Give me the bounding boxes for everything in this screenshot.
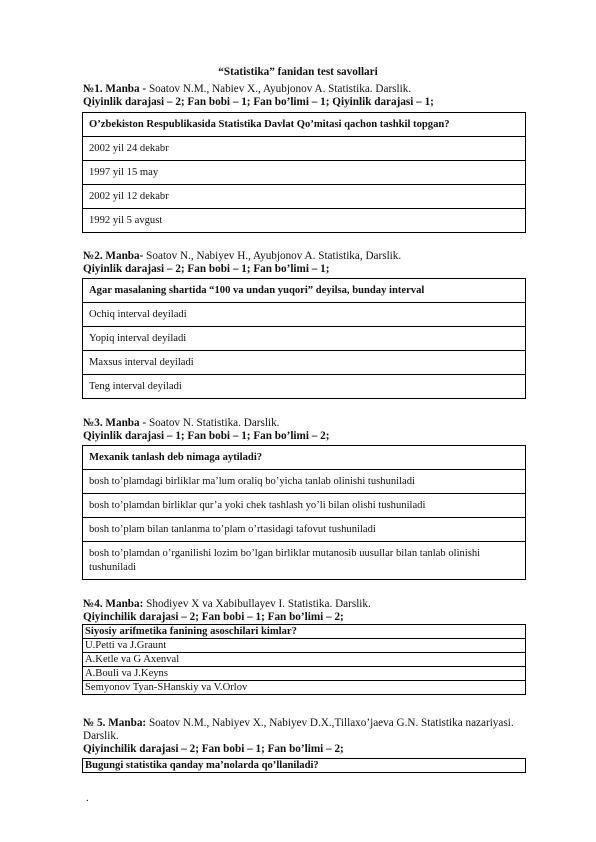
question-1-text: O’zbekiston Respublikasida Statistika Davlat Qo’mitasi qachon tashkil topgan? [83,113,526,137]
question-4-header [83,598,523,624]
question-5-meta: Qiyinchilik darajasi – 2; Fan bobi – 1; Fan bo’limi – 2; [83,743,344,755]
question-2-source: Soatov N., Nabiyev H., Ayubjonov A. Statistika, Darslik. [146,250,402,262]
question-2-table [82,278,526,399]
question-4-option-4: Semyonov Tyan-SHanskiy va V.Orlov [83,681,526,695]
question-1-option-2: 1997 yil 15 may [83,161,526,185]
question-1-meta: Qiyinlik darajasi – 2; Fan bobi – 1; Fan bo’limi – 1; Qiyinlik darajasi – 1; [83,96,434,108]
question-2-option-4: Teng interval deyiladi [83,375,526,399]
question-4-option-1: U.Petti va J.Graunt [83,639,526,653]
question-2-number: №2. Manba- [83,250,147,262]
question-2-option-1: Ochiq interval deyiladi [83,303,526,327]
question-4-option-2: A.Ketle va G Axenval [83,653,526,667]
question-1-option-1: 2002 yil 24 dekabr [83,137,526,161]
question-4-option-3: A.Bouli va J.Keyns [83,667,526,681]
question-4-table [82,624,526,695]
question-4-source: Shodiyev X va Xabibullayev I. Statistika. Darslik. [146,598,371,610]
question-1-option-3: 2002 yil 12 dekabr [83,185,526,209]
question-3-option-3: bosh to’plam bilan tanlanma to’plam o’rtasidagi tafovut tushuniladi [83,518,526,542]
question-1-header [83,83,523,109]
question-3-text: Mexanik tanlash deb nimaga aytiladi? [83,446,526,470]
question-5-table [82,758,526,773]
question-4-meta: Qiyinchilik darajasi – 2; Fan bobi – 1; Fan bo’limi – 2; [83,611,344,623]
trailing-mark: . [86,792,89,804]
question-5-source: Soatov N.M., Nabiyev X., Nabiyev D.X.,Tillaxo’jaeva G.N. Statistika nazariyasi. Darslik. [83,717,514,742]
question-3-meta: Qiyinlik darajasi – 1; Fan bobi – 1; Fan bo’limi – 2; [83,430,330,442]
question-3-table [82,445,526,580]
question-2-option-3: Maxsus interval deyiladi [83,351,526,375]
question-5-header [83,717,523,756]
question-3-option-4: bosh to’plamdan o’rganilishi lozim bo’lgan birliklar mutanosib uusullar bilan tanlab olinishi tushuniladi [83,542,526,580]
question-2-meta: Qiyinlik darajasi – 2; Fan bobi – 1; Fan bo’limi – 1; [83,263,330,275]
question-4-text: Siyosiy arifmetika fanining asoschilari kimlar? [83,625,526,639]
question-3-number: №3. Manba - [83,417,149,429]
page-title: “Statistika” fanidan test savollari [218,66,378,78]
question-2-option-2: Yopiq interval deyiladi [83,327,526,351]
question-1-number: №1. Manba - [83,83,149,95]
question-2-text: Agar masalaning shartida “100 va undan yuqori” deyilsa, bunday interval [83,279,526,303]
question-4-number: №4. Manba: [83,598,147,610]
question-1-table [82,112,526,233]
question-1-source: Soatov N.M., Nabiev X., Ayubjonov A. Statistika. Darslik. [148,83,412,95]
question-3-header [83,417,523,443]
question-1-option-4: 1992 yil 5 avgust [83,209,526,233]
question-3-option-2: bosh to’plamdan birliklar qur’a yoki chek tashlash yo’li bilan olishi tushuniladi [83,494,526,518]
question-3-option-1: bosh to’plamdagi birliklar ma’lum oraliq bo’yicha tanlab olinishi tushuniladi [83,470,526,494]
question-3-source: Soatov N. Statistika. Darslik. [148,417,280,429]
question-5-text: Bugungi statistika qanday ma’nolarda qo’llaniladi? [83,759,526,773]
question-2-header [83,250,523,276]
question-5-number: № 5. Manba: [83,717,149,729]
